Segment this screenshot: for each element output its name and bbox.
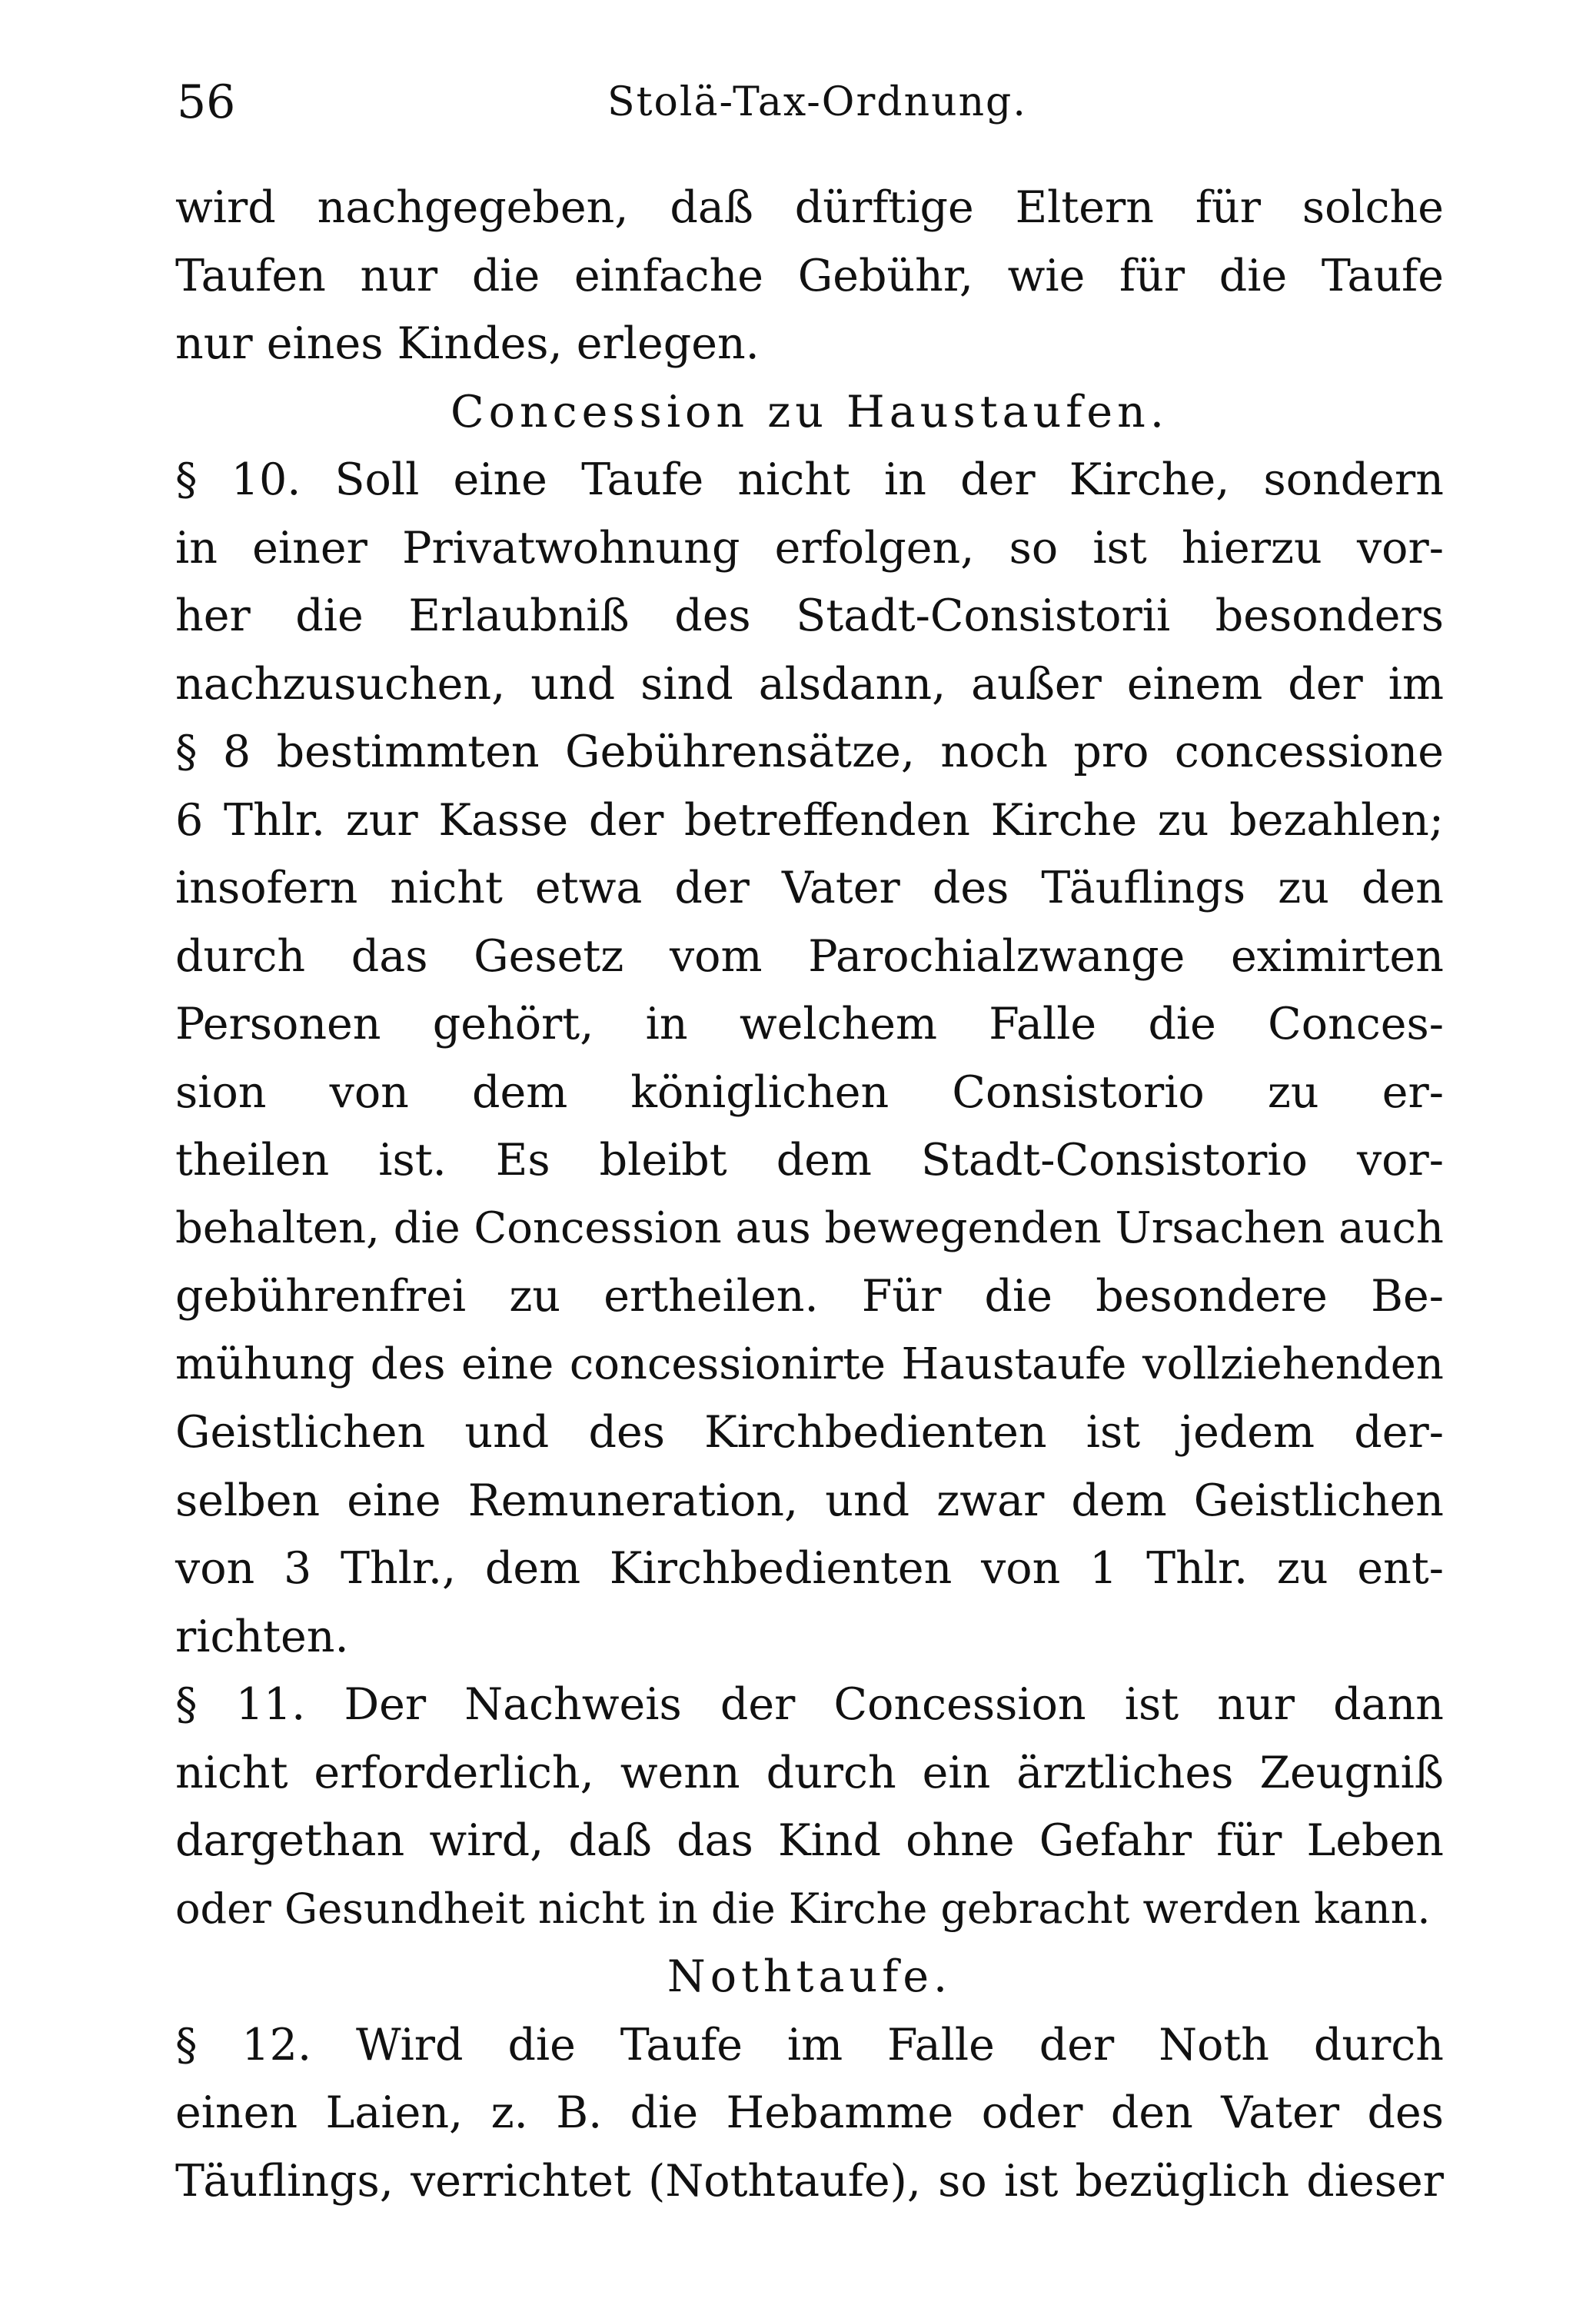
text-line: § 10. Soll eine Taufe nicht in der Kirche, sondern <box>175 454 1444 505</box>
text-line: Taufen nur die einfache Gebühr, wie für die Taufe <box>175 250 1444 301</box>
text-line: nicht erforderlich, wenn durch ein ärztliches Zeugniß <box>175 1747 1444 1798</box>
text-line: gebührenfrei zu ertheilen. Für die besondere Be- <box>175 1271 1444 1322</box>
text-line: Geistlichen und des Kirchbedienten ist jedem der- <box>175 1407 1444 1458</box>
text-line: her die Erlaubniß des Stadt-Consistorii besonders <box>175 590 1444 641</box>
text-line: 6 Thlr. zur Kasse der betreffenden Kirche zu bezahlen; <box>175 794 1444 846</box>
text-line: § 12. Wird die Taufe im Falle der Noth durch <box>175 2019 1444 2071</box>
text-line: behalten, die Concession aus bewegenden Ursachen auch <box>175 1202 1444 1253</box>
text-line: oder Gesundheit nicht in die Kirche gebracht werden kann. <box>175 1884 1431 1933</box>
section-heading: Concession zu Haustaufen. <box>451 386 1169 437</box>
text-line: durch das Gesetz vom Parochialzwange eximirten <box>175 930 1444 982</box>
text-line: sion von dem königlichen Consistorio zu er- <box>175 1066 1444 1118</box>
text-line: von 3 Thlr., dem Kirchbedienten von 1 Thlr. zu ent- <box>175 1543 1444 1594</box>
text-line: § 8 bestimmten Gebührensätze, noch pro concessione <box>175 727 1444 777</box>
section-heading: Nothtaufe. <box>667 1951 953 2002</box>
text-line: dargethan wird, daß das Kind ohne Gefahr für Leben <box>175 1815 1444 1866</box>
running-title: Stolä-Tax-Ordnung. <box>607 79 1027 125</box>
page-number: 56 <box>177 75 236 129</box>
text-line: Täuflings, verrichtet (Nothtaufe), so ist bezüglich dieser <box>175 2155 1444 2207</box>
text-line: nur eines Kindes, erlegen. <box>175 318 760 369</box>
text-line: in einer Privatwohnung erfolgen, so ist hierzu vor- <box>175 522 1444 574</box>
text-line: theilen ist. Es bleibt dem Stadt-Consistorio vor- <box>175 1135 1444 1186</box>
text-line: insofern nicht etwa der Vater des Täuflings zu den <box>175 863 1444 913</box>
text-line: richten. <box>175 1611 349 1662</box>
running-head <box>177 68 1438 137</box>
text-line: selben eine Remuneration, und zwar dem Geistlichen <box>175 1475 1444 1526</box>
text-line: mühung des eine concessionirte Haustaufe vollziehenden <box>175 1339 1444 1389</box>
text-line: einen Laien, z. B. die Hebamme oder den Vater des <box>175 2087 1444 2138</box>
body-text <box>175 174 1444 2215</box>
text-line: § 11. Der Nachweis der Concession ist nur dann <box>175 1679 1444 1730</box>
text-line: Personen gehört, in welchem Falle die Conces- <box>175 999 1444 1049</box>
text-line: wird nachgegeben, daß dürftige Eltern für solche <box>175 182 1444 233</box>
text-line: nachzusuchen, und sind alsdann, außer einem der im <box>175 658 1444 710</box>
